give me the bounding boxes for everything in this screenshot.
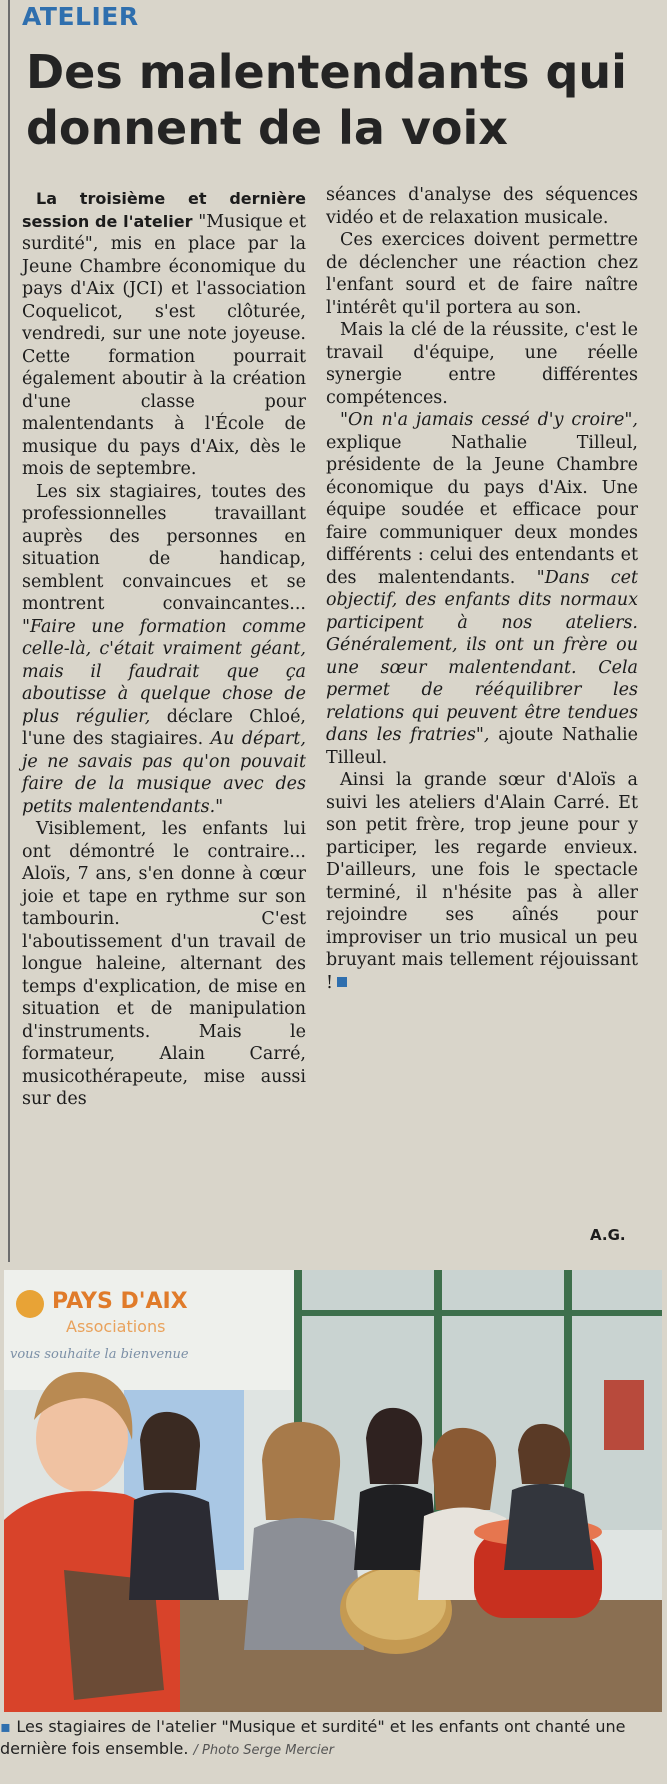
paragraph-text: explique Nathalie Tilleul, présidente de la Jeune Chambre économique du pays d'Aix. Une équipe soudée et efficace pour faire communiquer deux mondes différents : celui des entendants et des malentendants. (326, 432, 638, 588)
banner-logo-icon (16, 1290, 44, 1318)
article-paragraph (326, 409, 638, 769)
article-paragraph (22, 188, 306, 481)
paragraph-text: Ainsi la grande sœur d'Aloïs a suivi les ateliers d'Alain Carré. Et son petit frère, trop jeune pour y participer, les regarde envieux. D'ailleurs, une fois le spectacle terminé, il n'hésite pas à aller rejoindre ses aînés pour improviser un trio musical un peu bruyant mais tellement réjouissant ! (326, 770, 638, 993)
column-rule (8, 0, 10, 1262)
caption-text: Les stagiaires de l'atelier "Musique et surdité" et les enfants ont chanté une dernière fois ensemble. (0, 1717, 626, 1758)
paragraph-text: Mais la clé de la réussite, c'est le travail d'équipe, une réelle synergie entre différentes compétences. (326, 320, 638, 408)
article-column-left (22, 188, 306, 1111)
paragraph-text: "Faire une formation comme celle-là, c'était vraiment géant, mais il faudrait que ça aboutisse à quelque chose de plus régulier, (22, 616, 306, 727)
paragraph-text: "On n'a jamais cessé d'y croire", (340, 410, 638, 430)
article-paragraph (22, 818, 306, 1111)
photo-caption (0, 1716, 667, 1762)
banner-script: vous souhaite la bienvenue (10, 1347, 189, 1362)
photo-credit: / Photo Serge Mercier (193, 1743, 334, 1758)
paragraph-text: "Musique et surdité", mis en place par la Jeune Chambre économique du pays d'Aix (JCI) et l'association Coquelicot, s'est clôturée, vendredi, sur une note joyeuse. Cette formation pourrait également aboutir à la création d'une classe pour malentendants à l'École de musique du pays d'Aix, dès le mois de septembre. (22, 211, 306, 479)
article-paragraph (326, 229, 638, 319)
article-column-right (326, 184, 638, 994)
article-paragraph (326, 319, 638, 409)
paragraph-text: déclare Chloé, l'une des stagiaires. (22, 706, 306, 749)
banner-sub: Associations (66, 1317, 166, 1336)
headline: Des malentendants qui donnent de la voix (26, 45, 627, 155)
end-of-article-icon (337, 977, 347, 987)
paragraph-text: Visiblement, les enfants lui ont démontré le contraire... Aloïs, 7 ans, s'en donne à cœur joie et tape en rythme sur son tambourin. C'est l'aboutissement d'un travail de longue haleine, alternant des temps d'explication, de mise en situation et de manipulation d'instruments. Mais le formateur, Alain Carré, musicothérapeute, mise aussi sur des (22, 819, 306, 1109)
paragraph-text: Les six stagiaires, toutes des professionnelles travaillant auprès des personnes en situation de handicap, semblent convaincues et se montrent convaincantes... (22, 481, 306, 614)
article-paragraph (326, 769, 638, 994)
caption-marker: ▪ (0, 1717, 17, 1736)
paragraph-text: Au départ, je ne savais pas qu'on pouvait faire de la musique avec des petits malentendants." (22, 729, 306, 817)
paragraph-text: Ces exercices doivent permettre de déclencher une réaction chez l'enfant sourd et de faire naître l'intérêt qu'il portera au son. (326, 230, 638, 318)
paragraph-text: La troisième et dernière session de l'atelier (22, 189, 306, 231)
article-paragraph (326, 184, 638, 229)
article-paragraph (22, 481, 306, 819)
article-photo (4, 1270, 662, 1712)
paragraph-text: ajoute Nathalie Tilleul. (326, 725, 639, 768)
banner-text: PAYS D'AIX (52, 1289, 188, 1314)
photo-illustration (4, 1270, 662, 1712)
author-signature: A.G. (590, 1226, 626, 1244)
section-rubric: ATELIER (22, 2, 139, 31)
paragraph-text: "Dans cet objectif, des enfants dits normaux participent à nos ateliers. Généralement, ils ont un frère ou une sœur malentendant. Cela permet de rééquilibrer les relations qui peuvent être tendues dans les fratries", (326, 567, 638, 745)
paragraph-text: séances d'analyse des séquences vidéo et de relaxation musicale. (326, 185, 638, 228)
